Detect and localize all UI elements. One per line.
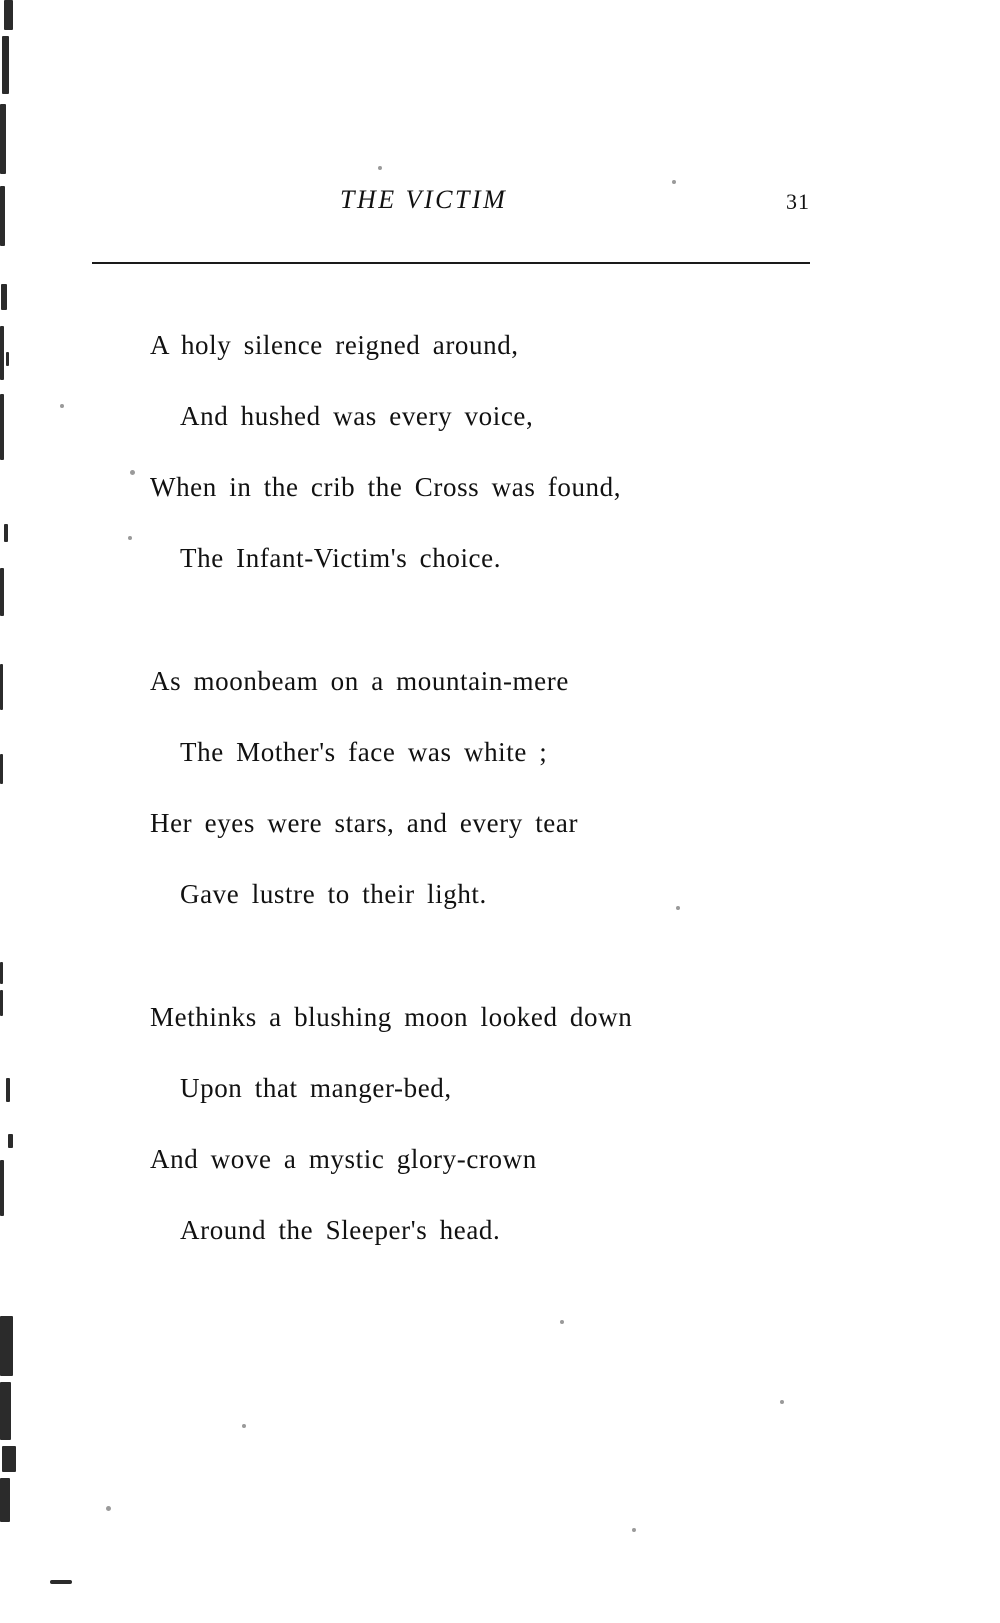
poem-line: Gave lustre to their light. <box>180 879 487 909</box>
poem-line: When in the crib the Cross was found, <box>150 472 622 502</box>
poem-line: Her eyes were stars, and every tear <box>150 808 579 838</box>
poem-line: Upon that manger-bed, <box>180 1073 452 1103</box>
scan-speck <box>672 180 676 184</box>
poem-line: Methinks a blushing moon looked down <box>150 1002 633 1032</box>
poem-line: And hushed was every voice, <box>180 401 534 431</box>
scan-speck <box>106 1506 111 1511</box>
poem-line: The Mother's face was white ; <box>180 737 548 767</box>
poem-line: And wove a mystic glory-crown <box>150 1144 537 1174</box>
running-head <box>90 185 810 225</box>
scan-speck <box>378 166 382 170</box>
running-title: THE VICTIM <box>340 185 508 214</box>
scan-speck <box>130 470 135 475</box>
scan-speck <box>780 1400 784 1404</box>
poem-line: A holy silence reigned around, <box>150 330 519 360</box>
poem-line: As moonbeam on a mountain-mere <box>150 666 569 696</box>
stanza <box>150 646 850 930</box>
poem-body <box>150 310 850 1318</box>
scan-speck <box>632 1528 636 1532</box>
header-rule <box>92 262 810 264</box>
scan-speck <box>560 1320 564 1324</box>
stanza <box>150 310 850 594</box>
scan-speck <box>242 1424 246 1428</box>
scan-speck <box>60 404 64 408</box>
poem-line: The Infant-Victim's choice. <box>180 543 502 573</box>
poem-line: Around the Sleeper's head. <box>180 1215 501 1245</box>
scan-speck <box>128 536 132 540</box>
scan-edge-artifacts <box>0 0 26 1623</box>
stanza <box>150 982 850 1266</box>
page-number: 31 <box>786 189 810 214</box>
